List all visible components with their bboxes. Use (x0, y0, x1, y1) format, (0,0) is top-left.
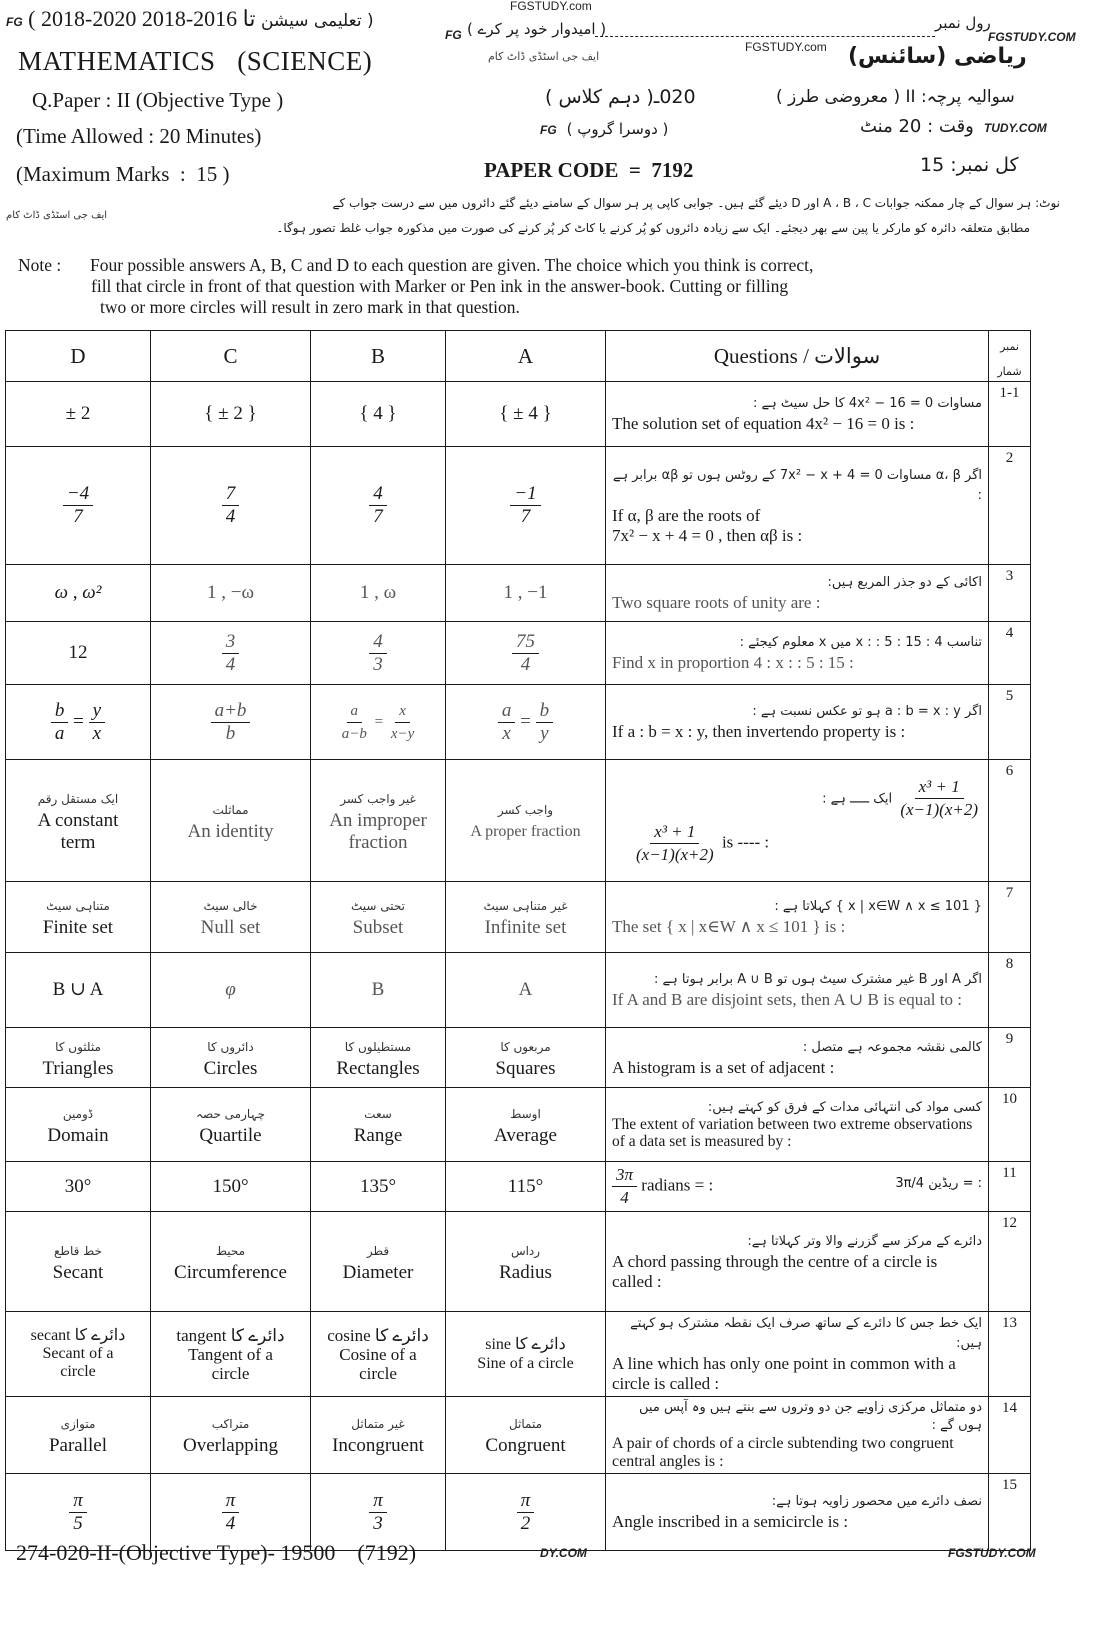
instructions-english (18, 255, 813, 318)
option-d[interactable]: $\frac{-4}{7}$ (6, 447, 151, 565)
option-c[interactable]: دائروں کا Circles (151, 1028, 311, 1088)
question-row-1 (6, 382, 1031, 447)
question-text (606, 447, 989, 565)
option-b[interactable]: قطر Diameter (311, 1212, 446, 1312)
option-a[interactable]: اوسط Average (446, 1088, 606, 1162)
question-row-6 (6, 760, 1031, 882)
question-english: Find x in proportion 4 : x : : 5 : 15 : (612, 653, 854, 672)
question-row-9 (6, 1028, 1031, 1088)
session-years: ( 2018-2020 تا 2016-2018 (28, 6, 256, 31)
question-english: A pair of chords of a circle subtending two congruent central angles is : (612, 1435, 954, 1470)
max-marks: (Maximum Marks : 15 ) (16, 162, 230, 186)
question-row-3 (6, 565, 1031, 622)
option-d[interactable]: 30° (6, 1162, 151, 1212)
question-text (606, 622, 989, 685)
question-number: 3 (989, 565, 1031, 622)
option-d[interactable]: متناہی سیٹ Finite set (6, 882, 151, 953)
option-b[interactable]: 1 , ω (311, 565, 446, 622)
option-d[interactable]: ω , ω² (6, 565, 151, 622)
option-c[interactable]: چہارمی حصہ Quartile (151, 1088, 311, 1162)
option-a[interactable]: 115° (446, 1162, 606, 1212)
question-urdu: نصف دائرے میں محصور زاویہ ہوتا ہے: (771, 1494, 982, 1509)
class-urdu: 020ـ( دہم کلاس ) (545, 86, 696, 108)
watermark-time: TUDY.COM (983, 121, 1047, 135)
question-row-13 (6, 1312, 1031, 1397)
question-urdu: اگر α، β مساوات 7x² − x + 4 = 0 کے روٹس ہوں تو αβ برابر ہے : (612, 467, 982, 503)
question-number: 4 (989, 622, 1031, 685)
option-d[interactable]: متوازی Parallel (6, 1397, 151, 1474)
question-row-12 (6, 1212, 1031, 1312)
question-number: 15 (989, 1474, 1031, 1551)
question-text: $\frac{3\pi}{4}$ radians = : 3π/4 ریڈین = : (606, 1162, 989, 1212)
question-text (606, 1028, 989, 1088)
option-d[interactable]: خط قاطع Secant (6, 1212, 151, 1312)
question-english: If a : b = x : y, then invertendo property is : (612, 722, 906, 741)
option-b[interactable]: B (311, 953, 446, 1028)
question-english: If A and B are disjoint sets, then A ∪ B is equal to : (612, 990, 962, 1009)
instructions-urdu-line1: نوٹ: ہر سوال کے چار ممکنہ جوابات A ، B ، C اور D دیئے گئے ہیں۔ جوابی کاپی پر ہر سوال کے سامنے دیئے گئے دائروں میں سے درست جواب کے (332, 196, 1060, 210)
option-c[interactable]: tangent دائرے کا Tangent of a circle (151, 1312, 311, 1397)
question-number: 1-1 (989, 382, 1031, 447)
option-c[interactable]: φ (151, 953, 311, 1028)
option-d[interactable]: $\frac{\pi}{5}$ (6, 1474, 151, 1551)
question-english: Two square roots of unity are : (612, 593, 821, 612)
question-row-2 (6, 447, 1031, 565)
marks-urdu: کل نمبر: 15 (920, 154, 1019, 176)
question-text (606, 1312, 989, 1397)
option-c[interactable]: مماثلت An identity (151, 760, 311, 882)
watermark-fg: FG (445, 28, 462, 42)
question-number: 7 (989, 882, 1031, 953)
option-c[interactable]: 150° (151, 1162, 311, 1212)
note-line-3: two or more circles will result in zero mark in that question. (100, 297, 520, 317)
question-row-8 (6, 953, 1031, 1028)
option-c[interactable]: $\frac{3}{4}$ (151, 622, 311, 685)
option-c[interactable]: $\frac{a+b}{b}$ (151, 685, 311, 760)
question-number: 9 (989, 1028, 1031, 1088)
question-row-7 (6, 882, 1031, 953)
option-d[interactable]: secant دائرے کا Secant of a circle (6, 1312, 151, 1397)
watermark-fg: FG (6, 15, 23, 29)
mcq-table (5, 330, 1031, 1551)
question-english: radians = : (641, 1175, 714, 1195)
option-c[interactable]: متراکب Overlapping (151, 1397, 311, 1474)
option-a[interactable]: sine دائرے کا Sine of a circle (446, 1312, 606, 1397)
option-d[interactable]: 12 (6, 622, 151, 685)
subject-title: MATHEMATICS (SCIENCE) (18, 46, 373, 76)
note-line-2: fill that circle in front of that question with Marker or Pen ink in the answer-book. Cutting or filling (91, 276, 789, 296)
option-a[interactable]: واجب کسر A proper fraction (446, 760, 606, 882)
question-text (606, 1212, 989, 1312)
roll-number-line (595, 36, 935, 37)
question-text (606, 382, 989, 447)
question-urdu: اگر A اور B غیر مشترک سیٹ ہوں تو A ∪ B برابر ہوتا ہے : (654, 972, 982, 987)
watermark-top-center: FGSTUDY.com (510, 0, 592, 13)
option-b[interactable]: $\frac{a}{a-b}$ = $\frac{x}{x-y}$ (311, 685, 446, 760)
question-text (606, 953, 989, 1028)
question-urdu: دو متماثل مرکزی زاویے جن دو وتروں سے بنتے ہیں وہ آپس میں ہوں گے : (639, 1400, 982, 1433)
watermark-footer-right: FGSTUDY.COM (948, 1546, 1036, 1560)
subject-urdu: ریاضی (سائنس) (848, 44, 1027, 69)
option-b[interactable]: غیر واجب کسر An improper fraction (311, 760, 446, 882)
question-row-15 (6, 1474, 1031, 1551)
candidate-fill-line (445, 14, 1005, 46)
watermark-fg: FG (540, 123, 557, 137)
option-b[interactable]: cosine دائرے کا Cosine of a circle (311, 1312, 446, 1397)
watermark-urdu-left: ایف جی اسٹڈی ڈاٹ کام (6, 210, 108, 221)
question-text: ایک ـــــ ہے : $\frac{\text{x³ + 1}}{(x-1)(x+2)}$ $\frac{\text{x³ + 1}}{(x-1)(x+2)}$ is ---- : (606, 760, 989, 882)
option-a[interactable]: متماثل Congruent (446, 1397, 606, 1474)
question-row-4 (6, 622, 1031, 685)
question-urdu: تناسب 4 : x : : 5 : 15 میں x معلوم کیجئے : (739, 635, 982, 650)
option-c[interactable]: 1 , −ω (151, 565, 311, 622)
option-d[interactable]: B ∪ A (6, 953, 151, 1028)
question-row-10 (6, 1088, 1031, 1162)
question-text (606, 1474, 989, 1551)
question-english: A line which has only one point in common with a circle is called : (612, 1354, 956, 1393)
option-a[interactable]: $\frac{a}{x}$ = $\frac{b}{y}$ (446, 685, 606, 760)
table-header-row (6, 331, 1031, 382)
question-english: is ---- : (721, 831, 770, 851)
option-b[interactable]: { 4 } (311, 382, 446, 447)
watermark-mid-right: FGSTUDY.com (745, 40, 827, 54)
question-number: 12 (989, 1212, 1031, 1312)
option-d[interactable]: مثلثوں کا Triangles (6, 1028, 151, 1088)
option-a[interactable]: رداس Radius (446, 1212, 606, 1312)
note-label: Note : (18, 255, 62, 275)
question-english-1: If α, β are the roots of (612, 505, 761, 525)
time-urdu: وقت : 20 منٹ (860, 116, 974, 137)
question-text (606, 1397, 989, 1474)
roll-number-label: رول نمبر (935, 14, 991, 32)
paper-type: Q.Paper : II (Objective Type ) (32, 88, 284, 112)
question-number: 10 (989, 1088, 1031, 1162)
question-english: Angle inscribed in a semicircle is : (612, 1512, 849, 1531)
option-b[interactable]: غیر متماثل Incongruent (311, 1397, 446, 1474)
option-c[interactable]: $\frac{7}{4}$ (151, 447, 311, 565)
option-b[interactable]: $\frac{4}{7}$ (311, 447, 446, 565)
option-a[interactable]: $\frac{\pi}{2}$ (446, 1474, 606, 1551)
option-b[interactable]: تحتی سیٹ Subset (311, 882, 446, 953)
option-c[interactable]: خالی سیٹ Null set (151, 882, 311, 953)
option-d[interactable]: ± 2 (6, 382, 151, 447)
question-urdu: مساوات 4x² − 16 = 0 کا حل سیٹ ہے : (753, 396, 982, 411)
header-questions: Questions / سوالات (606, 331, 989, 382)
header-option-a: A (446, 331, 606, 382)
option-a[interactable]: $\frac{75}{4}$ (446, 622, 606, 685)
header-option-b: B (311, 331, 446, 382)
option-b[interactable]: $\frac{4}{3}$ (311, 622, 446, 685)
option-a[interactable]: 1 , −1 (446, 565, 606, 622)
question-urdu: ایک ـــــ ہے : (822, 790, 893, 806)
note-line-1: Note : Four possible answers A, B, C and D to each question are given. The choice which you think is correct, (18, 255, 814, 275)
option-d[interactable]: $\frac{b}{a}$ = $\frac{y}{x}$ (6, 685, 151, 760)
question-number: 6 (989, 760, 1031, 882)
option-a[interactable]: { ± 4 } (446, 382, 606, 447)
question-english-2: 7x² − x + 4 = 0 , then αβ is : (612, 525, 803, 545)
question-text (606, 565, 989, 622)
option-c[interactable]: $\frac{\pi}{4}$ (151, 1474, 311, 1551)
question-text (606, 882, 989, 953)
time-allowed: (Time Allowed : 20 Minutes) (16, 124, 262, 148)
option-d[interactable]: ڈومین Domain (6, 1088, 151, 1162)
session-label-urdu: ( تعلیمی سیشن (260, 11, 374, 31)
question-number: 2 (989, 447, 1031, 565)
question-number: 11 (989, 1162, 1031, 1212)
group-urdu: ( دوسرا گروپ ) (566, 120, 669, 138)
question-number: 13 (989, 1312, 1031, 1397)
question-english: A chord passing through the centre of a circle is called : (612, 1251, 938, 1291)
option-c[interactable]: محیط Circumference (151, 1212, 311, 1312)
question-number: 8 (989, 953, 1031, 1028)
question-row-5 (6, 685, 1031, 760)
watermark-footer-mid: DY.COM (540, 1546, 587, 1560)
question-number: 14 (989, 1397, 1031, 1474)
header-number: نمبر شمار (989, 331, 1031, 382)
question-urdu: { x | x∈W ∧ x ≤ 101 } کہلاتا ہے : (774, 899, 982, 914)
question-urdu: 3π/4 ریڈین = : (895, 1176, 982, 1191)
question-row-11 (6, 1162, 1031, 1212)
session-line (6, 6, 374, 32)
question-urdu: کسی مواد کی انتہائی مدات کے فرق کو کہتے ہیں: (707, 1100, 982, 1115)
question-english: The set { x | x∈W ∧ x ≤ 101 } is : (612, 917, 846, 936)
question-row-14 (6, 1397, 1031, 1474)
option-b[interactable]: 135° (311, 1162, 446, 1212)
question-urdu: ایک خط جس کا دائرے کے ساتھ صرف ایک نقطہ مشترک ہو کہتے ہیں: (630, 1316, 982, 1351)
option-b[interactable]: سعت Range (311, 1088, 446, 1162)
paper-code: PAPER CODE = 7192 (484, 158, 694, 182)
option-a[interactable]: $\frac{-1}{7}$ (446, 447, 606, 565)
option-b[interactable]: مستطیلوں کا Rectangles (311, 1028, 446, 1088)
option-a[interactable]: غیر متناہی سیٹ Infinite set (446, 882, 606, 953)
candidate-note-urdu: ( امیدوار خود پر کرے ) (467, 20, 607, 38)
option-b[interactable]: $\frac{\pi}{3}$ (311, 1474, 446, 1551)
question-urdu: کالمی نقشہ مجموعہ ہے متصل : (802, 1039, 982, 1055)
question-text (606, 1088, 989, 1162)
time-urdu-line (860, 116, 1047, 137)
watermark-top-right: FGSTUDY.COM (988, 30, 1076, 44)
header-option-c: C (151, 331, 311, 382)
question-number: 5 (989, 685, 1031, 760)
option-a[interactable]: A (446, 953, 606, 1028)
question-english: The solution set of equation 4x² − 16 = 0 is : (612, 414, 915, 433)
instructions-urdu-line2: مطابق متعلقہ دائرہ کو مارکر یا پین سے بھر دیجئے۔ ایک سے زیادہ دائروں کو پُر کرنے یا کاٹ کر پُر کرنے کی صورت میں مذکورہ جواب غلط تصور ہوگا۔ (276, 221, 1030, 235)
option-a[interactable]: مربعوں کا Squares (446, 1028, 606, 1088)
group-line (540, 120, 668, 139)
option-c[interactable]: { ± 2 } (151, 382, 311, 447)
watermark-urdu: ایف جی اسٹڈی ڈاٹ کام (488, 50, 600, 63)
question-english: The extent of variation between two extreme observations of a data set is measured by : (612, 1116, 973, 1150)
question-text (606, 685, 989, 760)
question-english: A histogram is a set of adjacent : (612, 1057, 835, 1077)
paper-urdu: سوالیہ پرچہ: II ( معروضی طرز ) (776, 87, 1015, 107)
option-d[interactable]: ایک مستقل رقم A constant term (6, 760, 151, 882)
question-urdu: اگر a : b = x : y ہو تو عکس نسبت ہے : (752, 704, 982, 719)
question-urdu: دائرے کے مرکز سے گزرنے والا وتر کہلاتا ہے: (747, 1233, 982, 1249)
header-option-d: D (6, 331, 151, 382)
footer-code: 274-020-II-(Objective Type)- 19500 (7192) (16, 1540, 417, 1565)
question-urdu: اکائی کے دو جذر المربع ہیں: (827, 575, 982, 590)
